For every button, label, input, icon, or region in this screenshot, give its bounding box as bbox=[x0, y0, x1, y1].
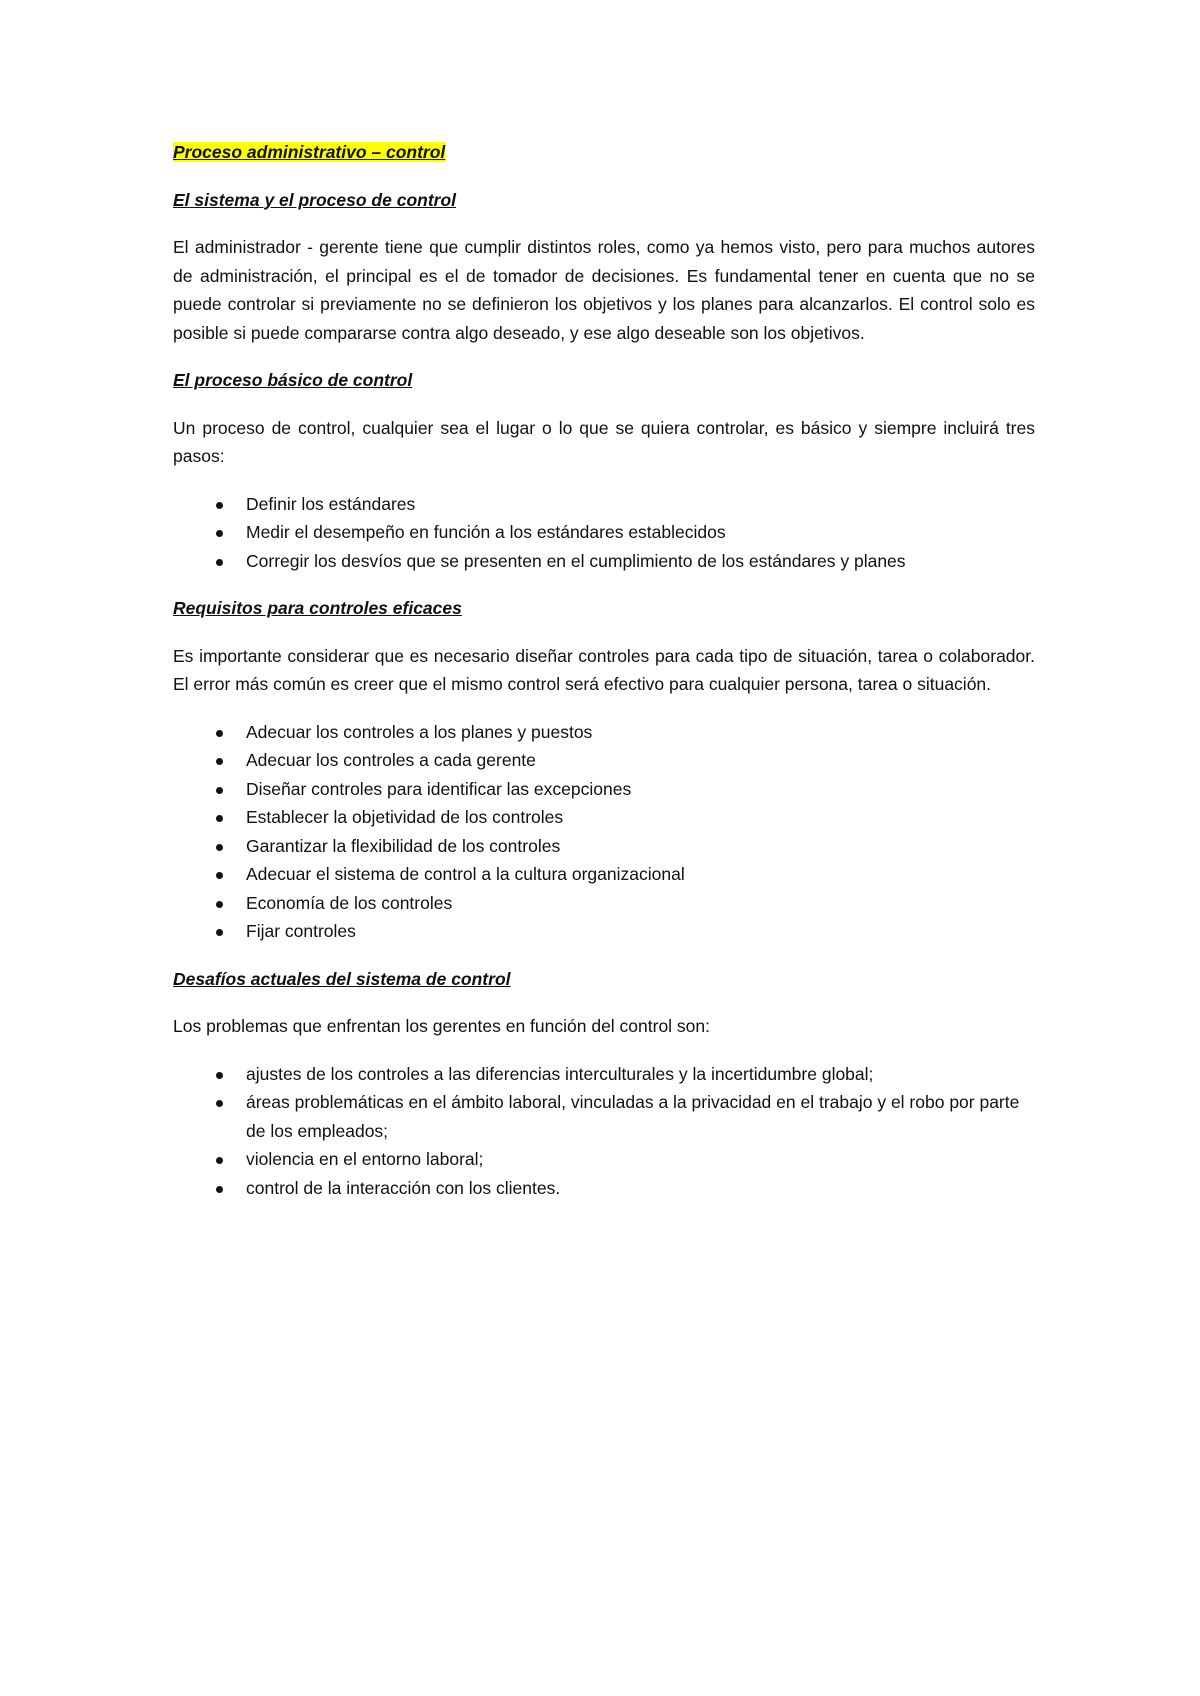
bullet-icon bbox=[216, 559, 223, 566]
list-item bbox=[173, 889, 1035, 918]
list-item-text: control de la interacción con los clientes. bbox=[246, 1177, 561, 1198]
bullet-icon bbox=[216, 758, 223, 765]
list-item-text: Diseñar controles para identificar las excepciones bbox=[246, 778, 632, 799]
list-item bbox=[173, 718, 1035, 747]
bullet-list bbox=[173, 1060, 1035, 1203]
document-title bbox=[173, 138, 1035, 167]
list-item-text: Fijar controles bbox=[246, 921, 356, 941]
section-heading: El sistema y el proceso de control bbox=[173, 189, 457, 210]
bullet-icon bbox=[216, 787, 223, 794]
list-item-text: Garantizar la flexibilidad de los controles bbox=[246, 835, 561, 856]
list-item bbox=[173, 860, 1035, 889]
list-item bbox=[173, 1088, 1035, 1145]
section-paragraph: Un proceso de control, cualquier sea el lugar o lo que se quiera controlar, es básico y siempre incluirá tres pasos: bbox=[173, 417, 1035, 466]
list-item-text: Adecuar los controles a cada gerente bbox=[246, 750, 536, 770]
list-item bbox=[173, 746, 1035, 775]
bullet-icon bbox=[216, 872, 223, 879]
list-item-text: Establecer la objetividad de los controles bbox=[246, 807, 564, 827]
section-heading: Desafíos actuales del sistema de control bbox=[173, 968, 511, 989]
section-paragraph: El administrador - gerente tiene que cumplir distintos roles, como ya hemos visto, pero para muchos autores de administración, el principal es el de tomador de decisiones. Es fundamental tener en cuenta que no se puede controlar si previamente no se definieron los objetivos y los planes para alcanzarlos. El control solo es posible si puede compararse contra algo deseado, y ese algo deseable son los objetivos. bbox=[173, 237, 1035, 343]
bullet-icon bbox=[216, 901, 223, 908]
list-item-text: violencia en el entorno laboral; bbox=[246, 1149, 484, 1169]
list-item-text: Corregir los desvíos que se presenten en el cumplimiento de los estándares y planes bbox=[246, 550, 906, 571]
list-item-text: áreas problemáticas en el ámbito laboral, vinculadas a la privacidad en el trabajo y el robo por parte de los empleados; bbox=[246, 1092, 1020, 1141]
bullet-icon bbox=[216, 502, 223, 509]
list-item bbox=[173, 1174, 1035, 1203]
list-item bbox=[173, 803, 1035, 832]
bullet-icon bbox=[216, 929, 223, 936]
bullet-icon bbox=[216, 1186, 223, 1193]
list-item-text: Adecuar los controles a los planes y puestos bbox=[246, 721, 593, 742]
list-item bbox=[173, 518, 1035, 547]
bullet-icon bbox=[216, 530, 223, 537]
list-item-text: Medir el desempeño en función a los estándares establecidos bbox=[246, 522, 726, 542]
list-item bbox=[173, 917, 1035, 946]
list-item-text: Adecuar el sistema de control a la cultura organizacional bbox=[246, 864, 685, 884]
document-title-text: Proceso administrativo – control bbox=[173, 142, 446, 162]
bullet-list bbox=[173, 718, 1035, 946]
bullet-icon bbox=[216, 844, 223, 851]
bullet-icon bbox=[216, 815, 223, 822]
document-page bbox=[173, 138, 1035, 1221]
list-item bbox=[173, 547, 1035, 576]
section-heading: Requisitos para controles eficaces bbox=[173, 598, 462, 618]
bullet-icon bbox=[216, 730, 223, 737]
list-item bbox=[173, 775, 1035, 804]
list-item bbox=[173, 1060, 1035, 1089]
section-paragraph: Los problemas que enfrentan los gerentes en función del control son: bbox=[173, 1016, 711, 1036]
bullet-list bbox=[173, 490, 1035, 576]
bullet-icon bbox=[216, 1100, 223, 1107]
list-item bbox=[173, 1145, 1035, 1174]
list-item bbox=[173, 490, 1035, 519]
list-item bbox=[173, 832, 1035, 861]
bullet-icon bbox=[216, 1072, 223, 1079]
section-heading: El proceso básico de control bbox=[173, 370, 413, 390]
section-paragraph: Es importante considerar que es necesario diseñar controles para cada tipo de situación, tarea o colaborador. El error más común es creer que el mismo control será efectivo para cualquier persona, tarea o situación. bbox=[173, 645, 1035, 694]
bullet-icon bbox=[216, 1157, 223, 1164]
list-item-text: Economía de los controles bbox=[246, 892, 453, 913]
list-item-text: ajustes de los controles a las diferencias interculturales y la incertidumbre global; bbox=[246, 1063, 874, 1084]
list-item-text: Definir los estándares bbox=[246, 493, 416, 514]
